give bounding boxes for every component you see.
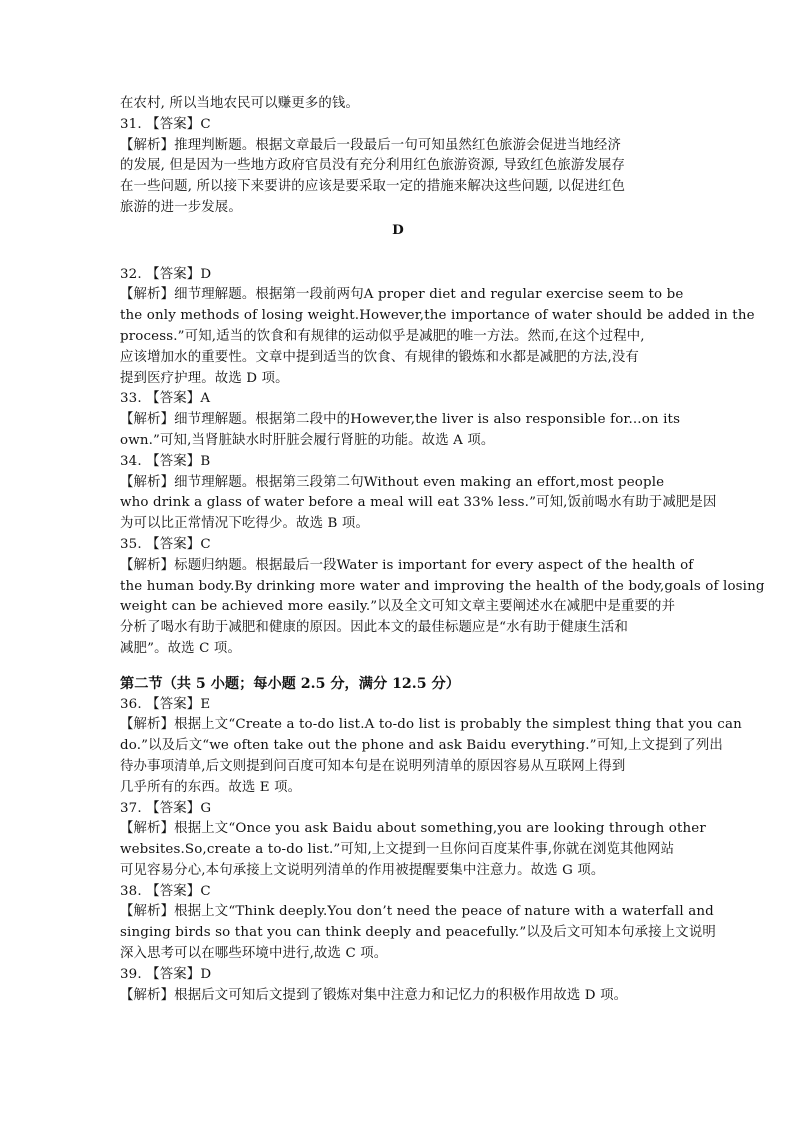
text-line: 在农村, 所以当地农民可以赚更多的钱。 [120,96,360,111]
text-line: 分析了喝水有助于减肥和健康的原因。因此本文的最佳标题应是“水有助于健康生活和 [120,620,628,636]
answer-block-32-35 [120,265,765,660]
text-line: own.”可知,当肾脏缺水时肝脏会履行肾脏的功能。故选 A 项。 [120,432,495,448]
text-line: 减肥”。故选 C 项。 [120,640,241,656]
text-line: 【解析】推理判断题。根据文章最后一段最后一句可知虽然红色旅游会促进当地经济 [120,137,622,153]
text-line: 为可以比正常情况下吃得少。故选 B 项。 [120,516,369,532]
text-line: the only methods of losing weight.However,the importance of water should be added in the [120,308,755,324]
document-page [120,94,765,1006]
spacer [120,245,676,265]
text-line: singing birds so that you can think deeply and peacefully.”以及后文可知本句承接上文说明 [120,925,716,941]
text-line: 可见容易分心,本句承接上文说明列清单的作用被提醒要集中注意力。故选 G 项。 [120,862,605,878]
text-line: 35. 【答案】C [120,536,211,552]
section-heading: 第二节（共 5 小题；每小题 2.5 分，满分 12.5 分） [120,675,460,692]
answer-block-36-39 [120,695,742,1007]
text-line: 在一些问题, 所以接下来要讲的应该是要采取一定的措施来解决这些问题, 以促进红色 [120,179,626,195]
text-line: 【解析】根据上文“Create a to-do list.A to-do list is probably the simplest thing that you can [120,717,742,733]
text-line: 深入思考可以在哪些环境中进行,故选 C 项。 [120,946,388,962]
text-line: 【解析】细节理解题。根据第二段中的However,the liver is also responsible for...on its [120,412,681,428]
text-line: the human body.By drinking more water and improving the health of the body,goals of losing [120,578,765,594]
text-line: 的发展, 但是因为一些地方政府官员没有充分利用红色旅游资源, 导致红色旅游发展存 [120,158,626,174]
text-line: 33. 【答案】A [120,391,211,407]
text-line: 旅游的进一步发展。 [120,199,242,215]
text-line: 【解析】根据上文“Think deeply.You don’t need the peace of nature with a waterfall and [120,904,714,920]
text-line: process.”可知,适当的饮食和有规律的运动似乎是减肥的唯一方法。然而,在这个过程中, [120,328,645,344]
answer-block-31 [120,94,676,219]
text-line: who drink a glass of water before a meal will eat 33% less.”可知,饭前喝水有助于减肥是因 [120,495,717,511]
text-line: 37. 【答案】G [120,800,212,816]
text-line: 39. 【答案】D [120,966,212,982]
text-line: 32. 【答案】D [120,266,212,282]
text-line: 【解析】细节理解题。根据第三段第二句Without even making an effort,most people [120,474,665,490]
text-line: 提到医疗护理。故选 D 项。 [120,370,289,386]
text-line: 31. 【答案】C [120,116,211,132]
text-line: 【解析】根据上文“Once you ask Baidu about something,you are looking through other [120,821,706,837]
text-line: 待办事项清单,后文则提到问百度可知本句是在说明列清单的原因容易从互联网上得到 [120,758,626,774]
text-line: 36. 【答案】E [120,696,211,712]
text-line: 38. 【答案】C [120,883,211,899]
passage-heading: D [392,221,404,238]
text-line: 【解析】细节理解题。根据第一段前两句A proper diet and regular exercise seem to be [120,287,684,303]
text-line: 【解析】标题归纳题。根据最后一段Water is important for every aspect of the health of [120,557,694,573]
text-line: weight can be achieved more easily.”以及全文可知文章主要阐述水在减肥中是重要的并 [120,599,676,615]
text-line: 几乎所有的东西。故选 E 项。 [120,779,302,795]
text-line: 【解析】根据后文可知后文提到了锻炼对集中注意力和记忆力的积极作用故选 D 项。 [120,987,628,1003]
text-line: 34. 【答案】B [120,453,211,469]
text-line: 应该增加水的重要性。文章中提到适当的饮食、有规律的锻炼和水都是减肥的方法,没有 [120,349,639,365]
text-line: websites.So,create a to-do list.”可知,上文提到一旦你问百度某件事,你就在浏览其他网站 [120,842,675,858]
text-line: do.”以及后文“we often take out the phone and ask Baidu everything.”可知,上文提到了列出 [120,738,723,754]
